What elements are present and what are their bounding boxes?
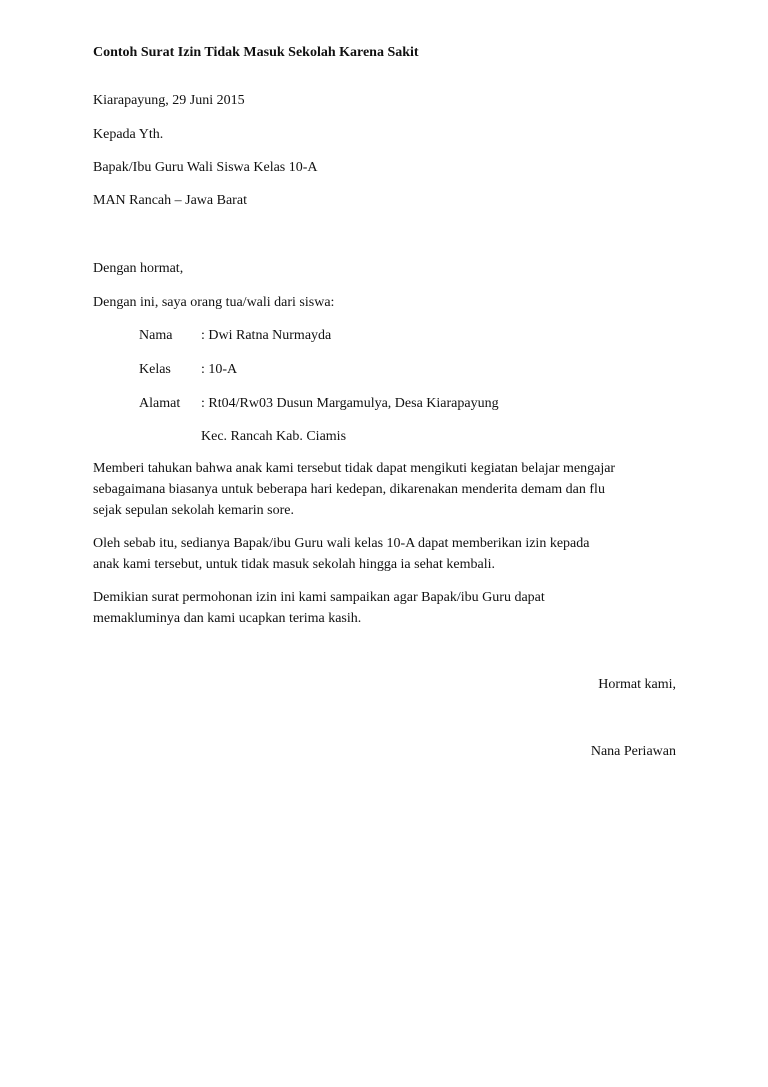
paragraph-line: Demikian surat permohonan izin ini kami sampaikan agar Bapak/ibu Guru dapat <box>93 590 545 605</box>
student-class-label: Kelas <box>139 362 171 377</box>
student-name-value: : Dwi Ratna Nurmayda <box>201 328 332 343</box>
document-title: Contoh Surat Izin Tidak Masuk Sekolah Karena Sakit <box>93 45 419 60</box>
paragraph-closing <box>93 587 683 629</box>
recipient-line-2: MAN Rancah – Jawa Barat <box>93 193 247 208</box>
paragraph-line: memakluminya dan kami ucapkan terima kasih. <box>93 611 362 626</box>
closing-phrase: Hormat kami, <box>598 677 676 692</box>
paragraph-line: sebagaimana biasanya untuk beberapa hari kedepan, dikarenakan menderita demam dan flu <box>93 482 605 497</box>
paragraph-line: Memberi tahukan bahwa anak kami tersebut tidak dapat mengikuti kegiatan belajar mengajar <box>93 461 616 476</box>
place-date: Kiarapayung, 29 Juni 2015 <box>93 93 245 108</box>
recipient-line-1: Bapak/Ibu Guru Wali Siswa Kelas 10-A <box>93 160 318 175</box>
student-address-label: Alamat <box>139 396 181 411</box>
signer-name: Nana Periawan <box>590 744 676 759</box>
paragraph-request <box>93 533 683 575</box>
paragraph-line: anak kami tersebut, untuk tidak masuk sekolah hingga ia sehat kembali. <box>93 557 496 572</box>
student-address-value-2: Kec. Rancah Kab. Ciamis <box>201 429 347 444</box>
recipient-label: Kepada Yth. <box>93 127 164 142</box>
salutation: Dengan hormat, <box>93 261 184 276</box>
intro-sentence: Dengan ini, saya orang tua/wali dari siswa: <box>93 295 335 310</box>
student-address-value: : Rt04/Rw03 Dusun Margamulya, Desa Kiarapayung <box>201 396 499 411</box>
paragraph-notice <box>93 458 683 521</box>
student-name-label: Nama <box>139 328 173 343</box>
paragraph-line: sejak sepulan sekolah kemarin sore. <box>93 503 294 518</box>
student-class-value: : 10-A <box>201 362 238 377</box>
paragraph-line: Oleh sebab itu, sedianya Bapak/ibu Guru wali kelas 10-A dapat memberikan izin kepada <box>93 536 590 551</box>
